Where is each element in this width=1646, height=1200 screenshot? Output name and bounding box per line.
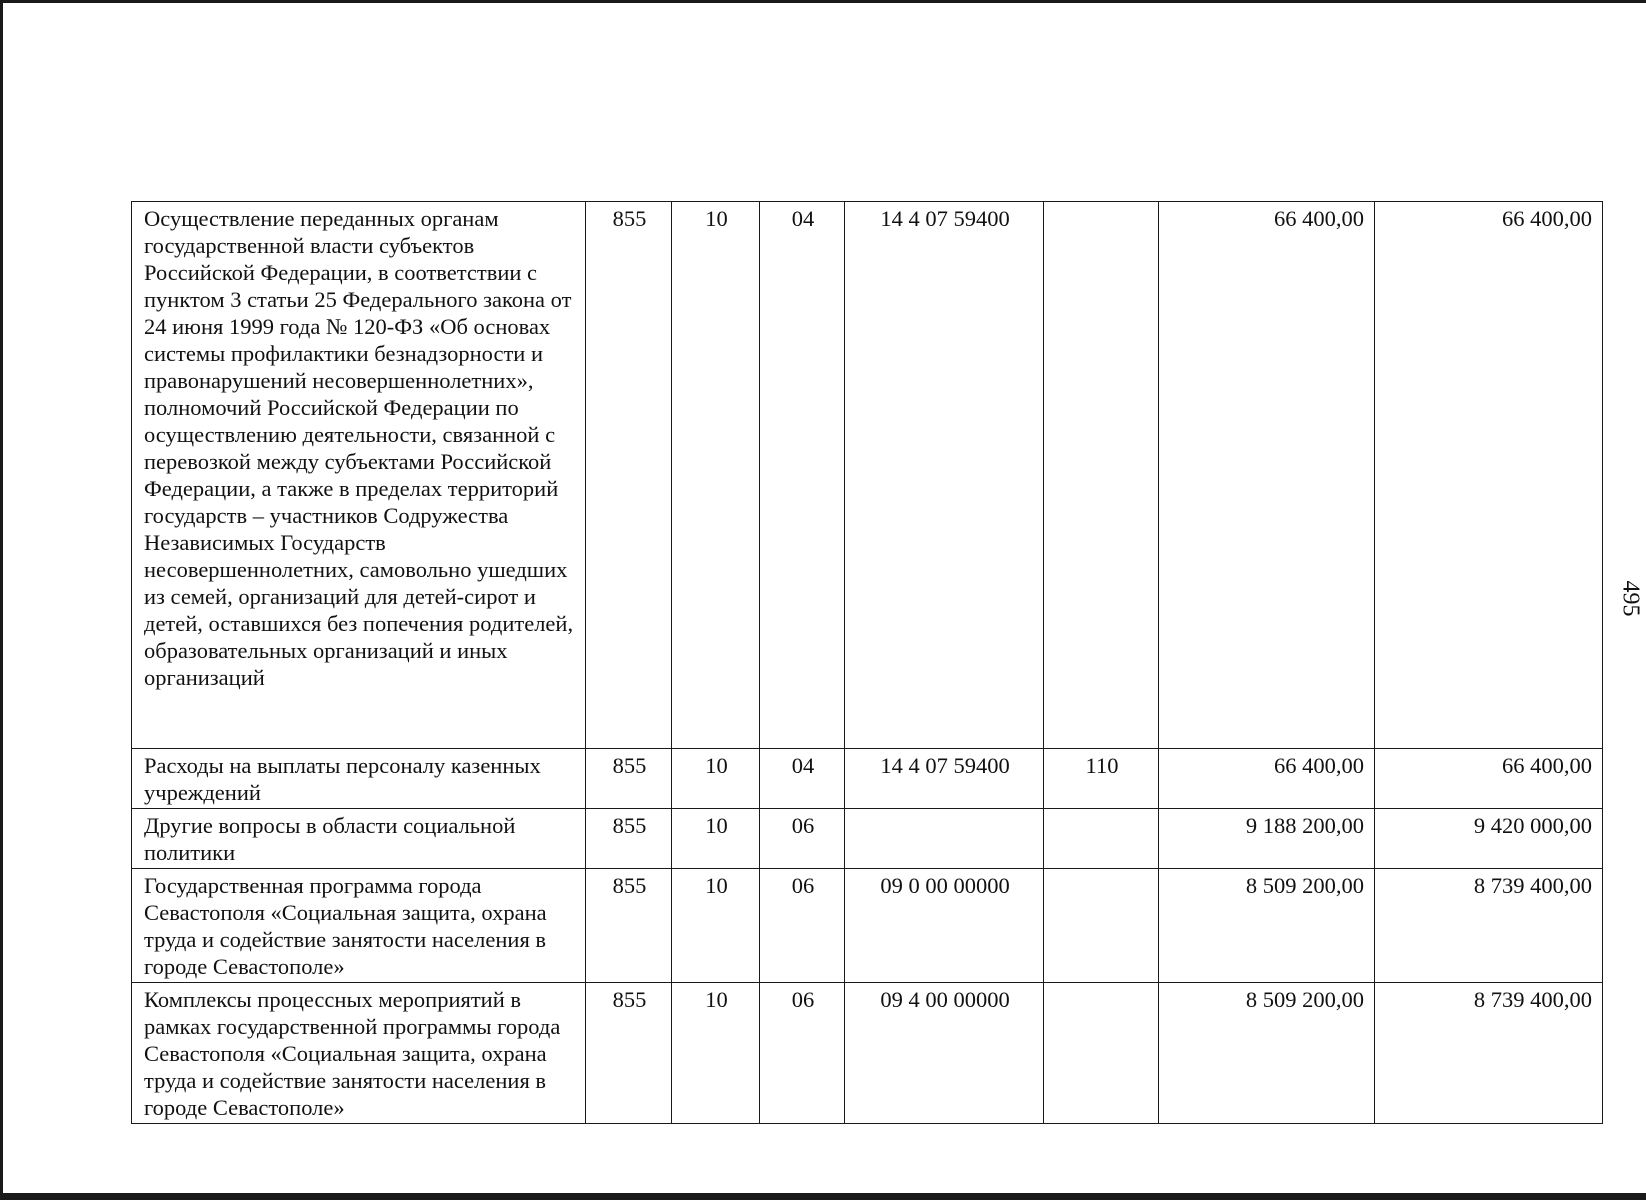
ved-cell: 855	[586, 809, 672, 869]
page-number: 495	[1617, 580, 1644, 617]
row-name-cell: Осуществление переданных органам государственной власти субъектов Российской Федерации, в соответствии с пунктом 3 статьи 25 Федерального закона от 24 июня 1999 года № 120-ФЗ «Об основах системы профилактики безнадзорности и правонарушений несовершеннолетних», полномочий Российской Федерации по осуществлению деятельности, связанной с перевозкой между субъектами Российской Федерации, а также в пределах территорий государств – участников Содружества Независимых Государств несовершеннолетних, самовольно ушедших из семей, организаций для детей-сирот и детей, оставшихся без попечения родителей, образовательных организаций и иных организаций	[132, 202, 586, 749]
sum2-cell: 9 420 000,00	[1375, 809, 1603, 869]
pr-cell: 04	[760, 202, 845, 749]
ved-cell: 855	[586, 202, 672, 749]
table-row	[132, 202, 1603, 749]
pr-cell: 06	[760, 809, 845, 869]
pr-cell: 06	[760, 869, 845, 983]
vr-cell	[1044, 869, 1159, 983]
sum2-cell: 8 739 400,00	[1375, 983, 1603, 1124]
ved-cell: 855	[586, 749, 672, 809]
scan-border-bottom	[0, 1193, 1646, 1200]
table-row	[132, 869, 1603, 983]
ved-cell: 855	[586, 983, 672, 1124]
vr-cell	[1044, 983, 1159, 1124]
sum1-cell: 66 400,00	[1159, 202, 1375, 749]
csr-cell: 14 4 07 59400	[845, 202, 1044, 749]
vr-cell: 110	[1044, 749, 1159, 809]
csr-cell: 09 4 00 00000	[845, 983, 1044, 1124]
row-name-cell: Расходы на выплаты персоналу казенных учреждений	[132, 749, 586, 809]
sum1-cell: 9 188 200,00	[1159, 809, 1375, 869]
rz-cell: 10	[672, 809, 760, 869]
ved-cell: 855	[586, 869, 672, 983]
table-row	[132, 749, 1603, 809]
table-row	[132, 809, 1603, 869]
sum2-cell: 66 400,00	[1375, 749, 1603, 809]
pr-cell: 04	[760, 749, 845, 809]
csr-cell	[845, 809, 1044, 869]
vr-cell	[1044, 809, 1159, 869]
csr-cell: 09 0 00 00000	[845, 869, 1044, 983]
sum2-cell: 8 739 400,00	[1375, 869, 1603, 983]
row-name-cell: Комплексы процессных мероприятий в рамках государственной программы города Севастополя «Социальная защита, охрана труда и содействие занятости населения в городе Севастополе»	[132, 983, 586, 1124]
budget-table	[131, 201, 1603, 1124]
scan-border-left	[0, 0, 3, 1200]
rz-cell: 10	[672, 749, 760, 809]
table-row	[132, 983, 1603, 1124]
sum1-cell: 8 509 200,00	[1159, 983, 1375, 1124]
sum1-cell: 66 400,00	[1159, 749, 1375, 809]
rz-cell: 10	[672, 983, 760, 1124]
rz-cell: 10	[672, 869, 760, 983]
rz-cell: 10	[672, 202, 760, 749]
pr-cell: 06	[760, 983, 845, 1124]
row-name-cell: Государственная программа города Севастополя «Социальная защита, охрана труда и содействие занятости населения в городе Севастополе»	[132, 869, 586, 983]
row-name-cell: Другие вопросы в области социальной политики	[132, 809, 586, 869]
sum2-cell: 66 400,00	[1375, 202, 1603, 749]
csr-cell: 14 4 07 59400	[845, 749, 1044, 809]
vr-cell	[1044, 202, 1159, 749]
sum1-cell: 8 509 200,00	[1159, 869, 1375, 983]
scan-border-top	[0, 0, 1646, 3]
